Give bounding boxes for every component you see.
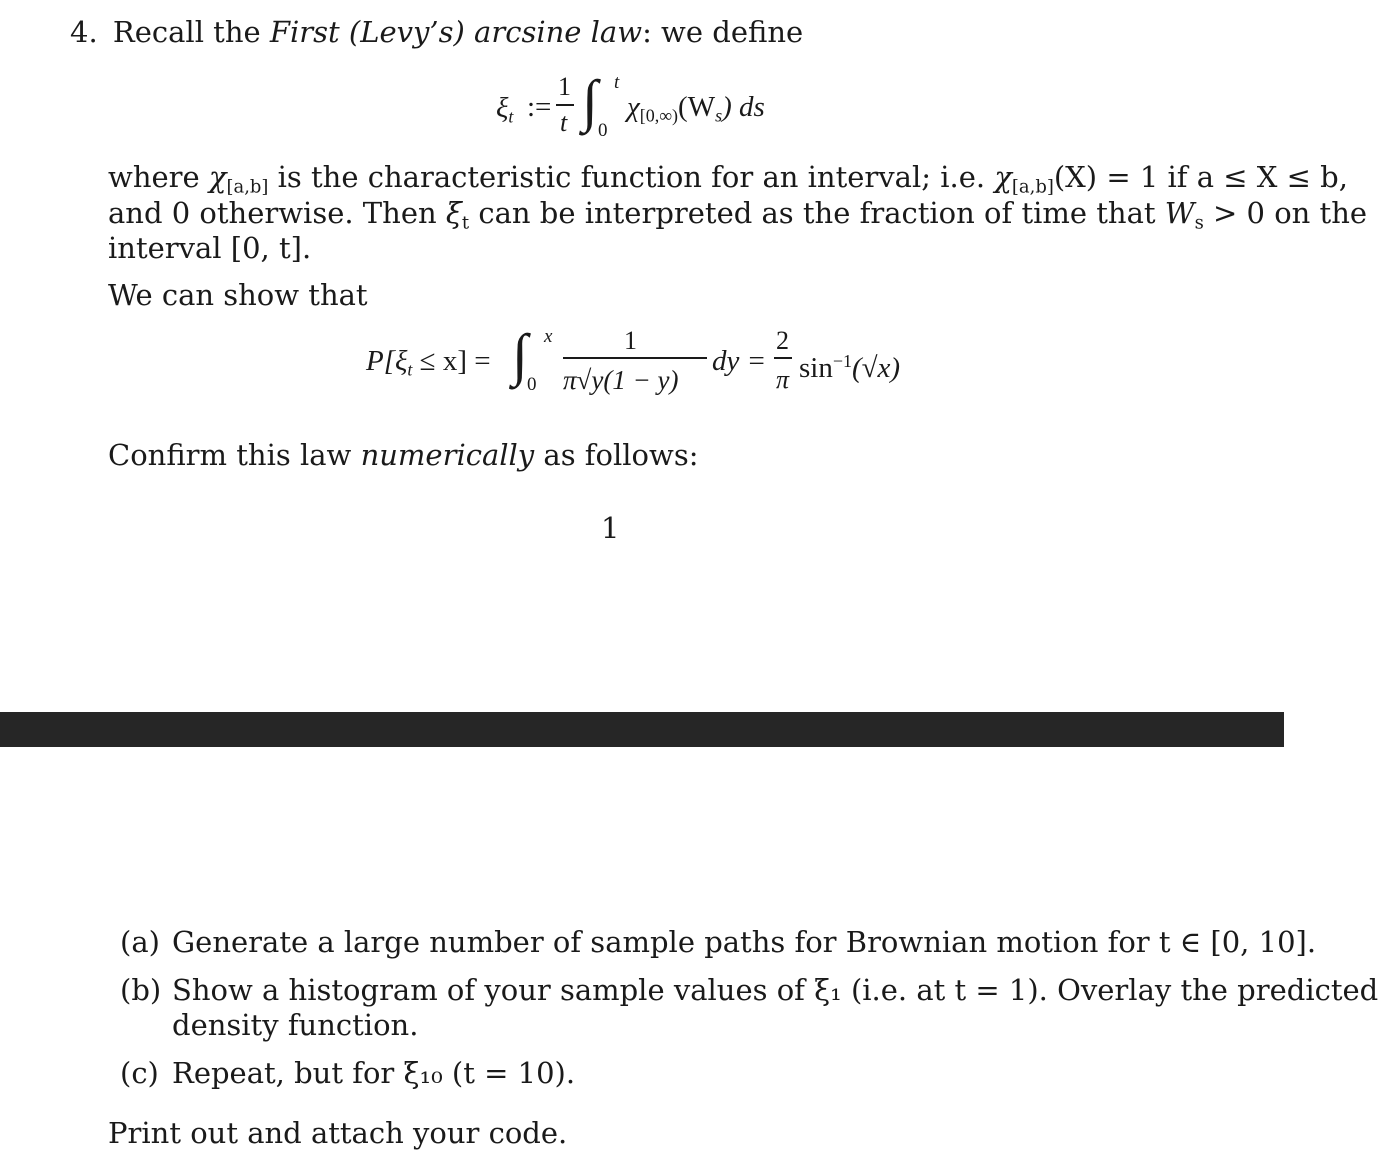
integral-sign: ∫ xyxy=(582,68,598,133)
confirm-text: Confirm this law numerically as follows: xyxy=(108,438,699,472)
problem-heading: 4. Recall the First (Levy’s) arcsine law: we define xyxy=(70,15,804,49)
show-text: We can show that xyxy=(108,278,368,312)
list-item: (c) Repeat, but for ξ₁₀ (t = 10). xyxy=(120,1056,576,1090)
page-separator xyxy=(0,712,1284,747)
fraction-bar xyxy=(774,357,792,359)
fraction-bar xyxy=(563,357,707,359)
problem-number: 4. xyxy=(70,15,98,49)
paragraph-line-1: where $\chi_{[a,b]}$ is the characteristic function for an interval; i.e. $\chi_{[a,b]}(X) = 1$ if a ≤ X ≤ b, xyxy=(108,160,1348,198)
law-name: First (Levy’s) arcsine law xyxy=(269,15,643,49)
list-item: (a) Generate a large number of sample paths for Brownian motion for t ∈ [0, 10]. xyxy=(120,925,1317,959)
footer-text: Print out and attach your code. xyxy=(108,1116,568,1150)
paragraph-line-3: interval [0, t]. xyxy=(108,231,312,265)
page-number: 1 xyxy=(601,511,620,545)
paragraph-line-2: and 0 otherwise. Then $\xi_t$ can be interpreted as the fraction of time that $W_s > 0$ on the xyxy=(108,196,1368,234)
list-item-continuation: density function. xyxy=(172,1008,419,1042)
list-item: (b) Show a histogram of your sample values of ξ₁ (i.e. at t = 1). Overlay the predicted xyxy=(120,973,1378,1007)
